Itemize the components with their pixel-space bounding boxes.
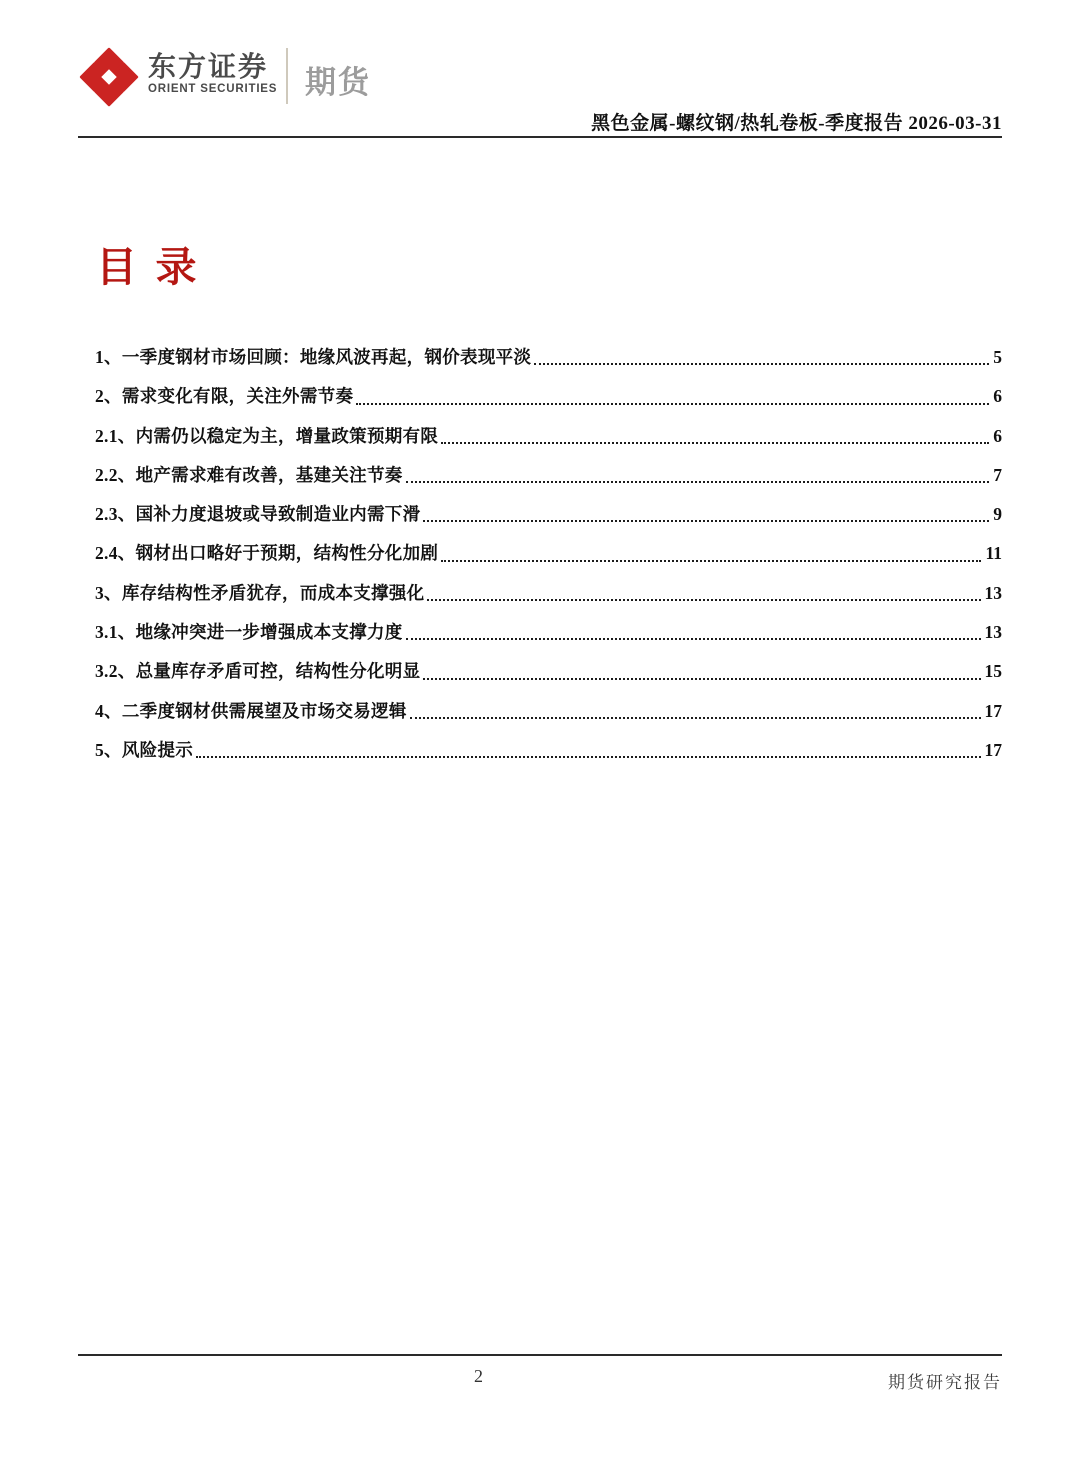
toc-dot-leader (441, 560, 981, 562)
toc-entry-page: 15 (984, 661, 1002, 682)
toc-list (95, 338, 1002, 770)
orient-securities-logo (78, 46, 277, 108)
toc-entry (95, 652, 1002, 691)
toc-entry (95, 338, 1002, 377)
brand-name-en: ORIENT SECURITIES (148, 83, 278, 96)
footer-rule (78, 1354, 1002, 1356)
toc-entry (95, 613, 1002, 652)
toc-entry-label: 3.2、总量库存矛盾可控，结构性分化明显 (95, 661, 421, 682)
toc-entry-page: 6 (993, 386, 1002, 407)
header-vertical-divider (286, 48, 288, 104)
toc-dot-leader (410, 717, 981, 719)
toc-entry-label: 3.1、地缘冲突进一步增强成本支撑力度 (95, 622, 403, 643)
toc-entry-page: 7 (993, 464, 1002, 485)
toc-entry-page: 17 (984, 700, 1002, 721)
toc-entry (95, 534, 1002, 573)
toc-entry (95, 417, 1002, 456)
toc-dot-leader (406, 481, 990, 483)
toc-dot-leader (196, 756, 980, 758)
footer-report-type: 期货研究报告 (888, 1373, 1002, 1392)
toc-entry-label: 3、库存结构性矛盾犹存，而成本支撑强化 (95, 582, 425, 603)
toc-entry-page: 13 (984, 582, 1002, 603)
toc-entry-page: 11 (985, 543, 1002, 564)
toc-entry-page: 5 (993, 347, 1002, 367)
toc-entry (95, 692, 1002, 731)
toc-entry-label: 2.2、地产需求难有改善，基建关注节奏 (95, 464, 403, 485)
toc-dot-leader (441, 442, 989, 444)
toc-dot-leader (406, 638, 981, 640)
toc-dot-leader (427, 599, 980, 601)
toc-entry-page: 6 (993, 425, 1002, 446)
brand-text (148, 46, 277, 95)
brand-name-cn: 东方证券 (148, 51, 269, 82)
toc-dot-leader (356, 403, 989, 405)
toc-entry-label: 4、二季度钢材供需展望及市场交易逻辑 (95, 700, 407, 721)
toc-dot-leader (423, 520, 989, 522)
header-rule (78, 136, 1002, 138)
toc-entry-page: 17 (984, 739, 1002, 760)
division-label: 期货 (305, 65, 371, 100)
orient-logo-icon (78, 46, 140, 108)
toc-entry-page: 9 (993, 504, 1002, 525)
footer-page-number: 2 (474, 1366, 483, 1386)
toc-title: 目录 (96, 244, 215, 290)
toc-entry (95, 495, 1002, 534)
toc-entry (95, 377, 1002, 416)
document-info: 黑色金属-螺纹钢/热轧卷板-季度报告 2026-03-31 (591, 113, 1002, 134)
toc-dot-leader (534, 363, 989, 365)
toc-entry (95, 456, 1002, 495)
toc-entry-label: 2.1、内需仍以稳定为主，增量政策预期有限 (95, 425, 439, 446)
toc-entry-page: 13 (984, 622, 1002, 643)
toc-entry-label: 2.3、国补力度退坡或导致制造业内需下滑 (95, 504, 421, 525)
toc-entry-label: 5、风险提示 (95, 739, 194, 760)
toc-entry-label: 2、需求变化有限，关注外需节奏 (95, 386, 354, 407)
page-header (0, 0, 1080, 140)
toc-entry (95, 731, 1002, 770)
toc-entry (95, 574, 1002, 613)
toc-entry-label: 1、一季度钢材市场回顾：地缘风波再起，钢价表现平淡 (95, 347, 532, 367)
toc-entry-label: 2.4、钢材出口略好于预期，结构性分化加剧 (95, 543, 439, 564)
toc-dot-leader (423, 678, 980, 680)
